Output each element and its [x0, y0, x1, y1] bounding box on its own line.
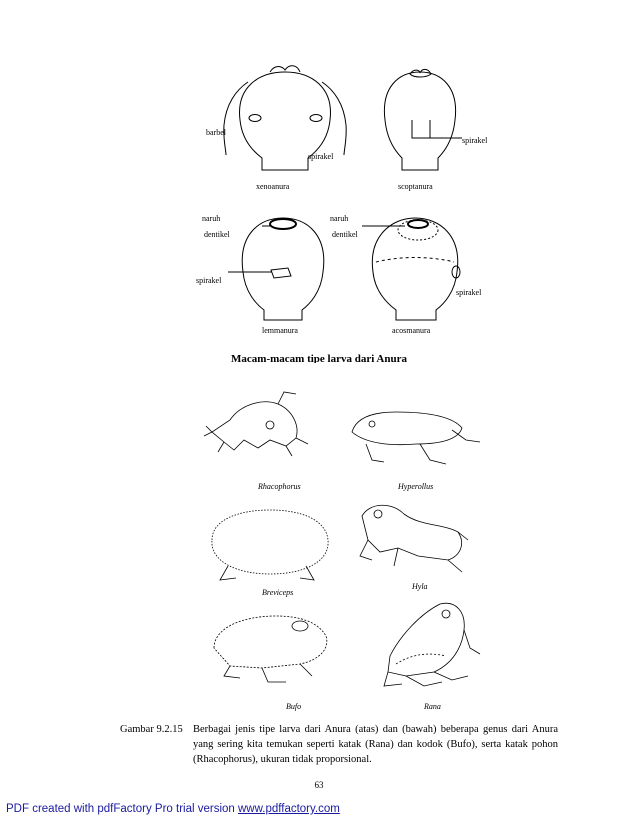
- tadpole-lemmanura: [228, 218, 324, 320]
- label-acosmanura: acosmanura: [392, 326, 431, 335]
- label-naruh-acosmanura: naruh: [330, 214, 349, 223]
- label-scoptanura: scoptanura: [398, 182, 433, 191]
- label-rana: Rana: [424, 702, 441, 711]
- label-rhacophorus: Rhacophorus: [258, 482, 301, 491]
- footer-text: PDF created with pdfFactory Pro trial version: [6, 803, 238, 815]
- frog-rhacophorus: [204, 392, 308, 456]
- label-barbel: barbel: [206, 128, 226, 137]
- label-breviceps: Breviceps: [262, 588, 294, 597]
- diagram-title: Macam-macam tipe larva dari Anura: [231, 353, 407, 363]
- label-bufo: Bufo: [286, 702, 302, 711]
- label-dentikel-lemmanura: dentikel: [204, 230, 230, 239]
- label-spirakel-xenoanura: spirakel: [308, 152, 334, 161]
- label-spirakel-acosmanura: spirakel: [456, 288, 482, 297]
- frog-breviceps: [212, 510, 328, 580]
- frog-bufo: [214, 616, 327, 682]
- figure-caption-text: Berbagai jenis tipe larva dari Anura (atas) dan (bawah) beberapa genus dari Anura yang sering kita temukan seperti katak (Rana) dan kodok (Bufo), serta katak pohon (Rhacophorus), ukuran tidak proporsional.: [193, 724, 558, 765]
- label-spirakel-scoptanura: spirakel: [462, 136, 488, 145]
- label-dentikel-acosmanura: dentikel: [332, 230, 358, 239]
- figure-number: Gambar 9.2.15: [120, 724, 183, 735]
- label-spirakel-lemmanura: spirakel: [196, 276, 222, 285]
- label-hyperollus: Hyperollus: [398, 482, 434, 491]
- footer-link[interactable]: www.pdffactory.com: [238, 803, 340, 815]
- pdf-footer: [6, 803, 340, 815]
- label-hyla: Hyla: [412, 582, 428, 591]
- tadpole-scoptanura: [384, 69, 462, 170]
- frog-rana: [384, 603, 480, 686]
- page-number: 63: [314, 780, 324, 790]
- frog-hyla: [360, 505, 468, 572]
- label-xenoanura: xenoanura: [256, 182, 290, 191]
- tadpole-acosmanura: [362, 218, 460, 320]
- label-naruh-lemmanura: naruh: [202, 214, 221, 223]
- label-lemmanura: lemmanura: [262, 326, 298, 335]
- frog-hyperollus: [352, 412, 480, 464]
